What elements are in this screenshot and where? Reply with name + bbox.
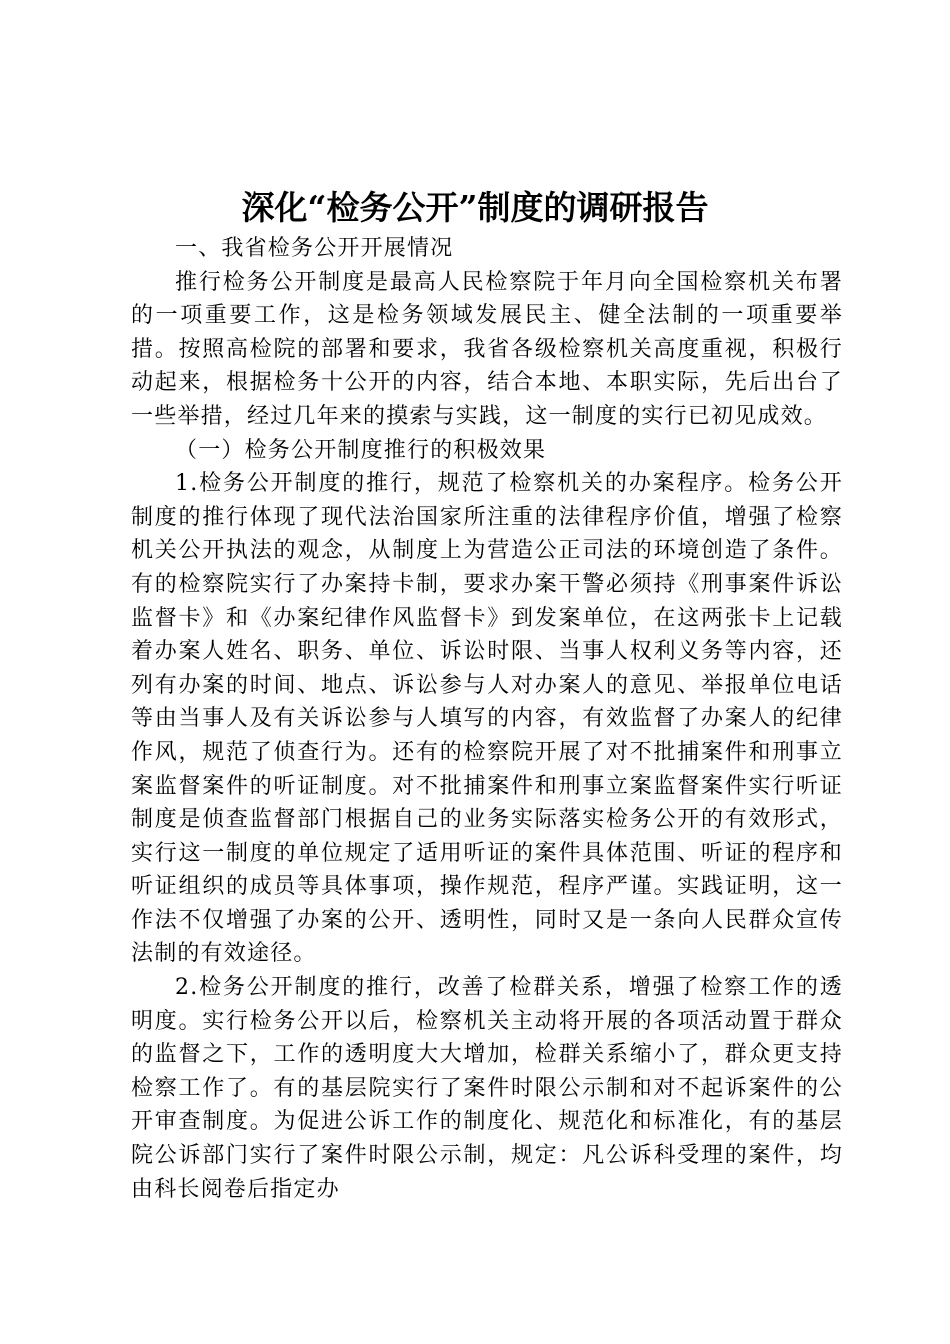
paragraph: 1.检务公开制度的推行，规范了检察机关的办案程序。检务公开制度的推行体现了现代法治国家所注重的法律程序价值，增强了检察机关公开执法的观念，从制度上为营造公正司法的环境创造了条件。有的检察院实行了办案持卡制，要求办案干警必须持《刑事案件诉讼监督卡》和《办案纪律作风监督卡》到发案单位，在这两张卡上记载着办案人姓名、职务、单位、诉讼时限、当事人权利义务等内容，还列有办案的时间、地点、诉讼参与人对办案人的意见、举报单位电话等由当事人及有关诉讼参与人填写的内容，有效监督了办案人的纪律作风，规范了侦查行为。还有的检察院开展了对不批捕案件和刑事立案监督案件的听证制度。对不批捕案件和刑事立案监督案件实行听证制度是侦查监督部门根据自己的业务实际落实检务公开的有效形式，实行这一制度的单位规定了适用听证的案件具体范围、听证的程序和听证组织的成员等具体事项，操作规范，程序严谨。实践证明，这一作法不仅增强了办案的公开、透明性，同时又是一条向人民群众宣传法制的有效途径。 bbox=[131, 471, 843, 967]
document-title: 深化“检务公开”制度的调研报告 bbox=[241, 188, 709, 227]
paragraph: 2.检务公开制度的推行，改善了检群关系，增强了检察工作的透明度。实行检务公开以后，检察机关主动将开展的各项活动置于群众的监督之下，工作的透明度大大增加，检群关系缩小了，群众更支持检察工作了。有的基层院实行了案件时限公示制和对不起诉案件的公开审查制度。为促进公诉工作的制度化、规范化和标准化，有的基层院公诉部门实行了案件时限公示制，规定：凡公诉科受理的案件，均由科长阅卷后指定办 bbox=[131, 975, 843, 1202]
document-body bbox=[131, 232, 843, 1206]
section-heading: 一、我省检务公开开展情况 bbox=[175, 236, 454, 261]
subsection-heading: （一）检务公开制度推行的积极效果 bbox=[175, 437, 547, 463]
paragraph: 推行检务公开制度是最高人民检察院于年月向全国检察机关布署的一项重要工作，这是检务领域发展民主、健全法制的一项重要举措。按照高检院的部署和要求，我省各级检察机关高度重视，积极行动起来，根据检务十公开的内容，结合本地、本职实际，先后出台了一些举措，经过几年来的摸索与实践，这一制度的实行已初见成效。 bbox=[131, 269, 843, 429]
